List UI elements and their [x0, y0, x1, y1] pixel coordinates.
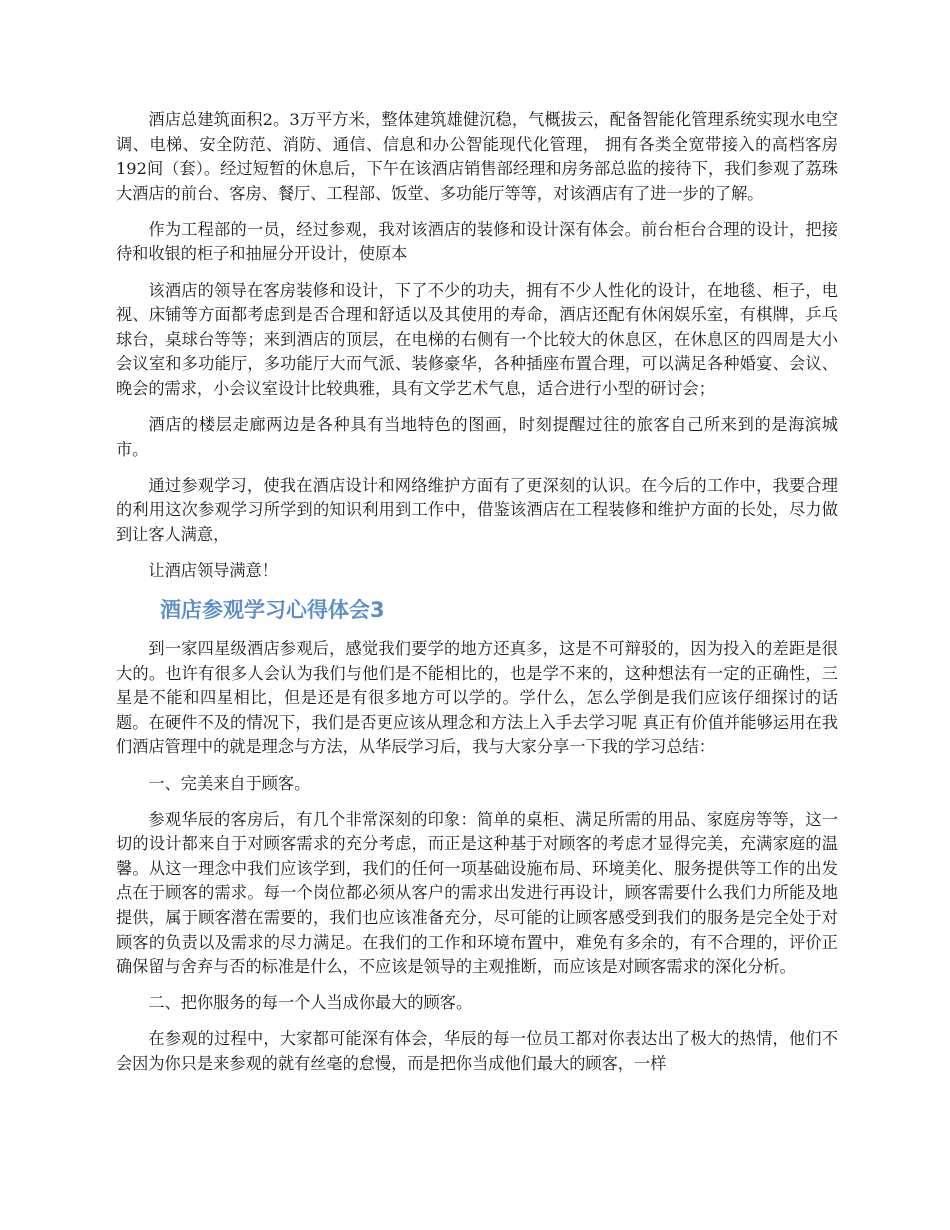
- paragraph-learning-summary: 通过参观学习，使我在酒店设计和网络维护方面有了更深刻的认识。在今后的工作中，我要合理的利用这次参观学习所学到的知识利用到工作中，借鉴该酒店在工程装修和维护方面的长处，尽力做到让客人满意，: [116, 475, 838, 544]
- paragraph-room-design: 该酒店的领导在客房装修和设计，下了不少的功夫，拥有不少人性化的设计，在地毯、柜子，电视、床铺等方面都考虑到是否合理和舒适以及其使用的寿命，酒店还配有休闲娱乐室，有棋牌，乒乓球台，桌球台等等；来到酒店的顶层，在电梯的右侧有一个比较大的休息区，在休息区的四周是大小会议室和多功能厅，多功能厅大而气派、装修豪华，各种插座布置合理，可以满足各种婚宴、会议、晚会的需求，小会议室设计比较典雅，具有文学艺术气息，适合进行小型的研讨会；: [116, 280, 838, 398]
- paragraph-building-overview: 酒店总建筑面积2。3万平方米，整体建筑雄健沉稳，气概拔云，配备智能化管理系统实现水电空调、电梯、安全防范、消防、通信、信息和办公智能现代化管理， 拥有各类全宽带接入的高档客房192间（套）。经过短暂的休息后，下午在该酒店销售部经理和房务部总监的接待下，我们参观了荔珠大酒店的前台、客房、餐厅、工程部、饭堂、多功能厅等等，对该酒店有了进一步的了解。: [116, 110, 838, 203]
- paragraph-point-two-body: 在参观的过程中，大家都可能深有体会，华辰的每一位员工都对你表达出了极大的热情，他们不会因为你只是来参观的就有丝毫的怠慢，而是把你当成他们最大的顾客，一样: [116, 1029, 838, 1073]
- paragraph-point-one-body: 参观华辰的客房后，有几个非常深刻的印象：简单的桌柜、满足所需的用品、家庭房等等，这一切的设计都来自于对顾客需求的充分考虑，而正是这种基于对顾客的考虑才显得完美，充满家庭的温馨。从这一理念中我们应该学到，我们的任何一项基础设施布局、环境美化、服务提供等工作的出发点在于顾客的需求。每一个岗位都必须从客户的需求出发进行再设计，顾客需要什么我们力所能及地提供，属于顾客潜在需要的，我们也应该准备充分，尽可能的让顾客感受到我们的服务是完全处于对顾客的负责以及需求的尽力满足。在我们的工作和环境布置中，难免有多余的，有不合理的，评价正确保留与舍弃与否的标准是什么，不应该是领导的主观推断，而应该是对顾客需求的深化分析。: [116, 809, 838, 977]
- paragraph-engineering-impression: 作为工程部的一员，经过参观，我对该酒店的装修和设计深有体会。前台柜台合理的设计，把接待和收银的柜子和抽屉分开设计，使原本: [116, 219, 838, 264]
- paragraph-point-two-title: 二、把你服务的每一个人当成你最大的顾客。: [148, 993, 473, 1013]
- document-page: [116, 108, 838, 1088]
- paragraph-corridor-art: 酒店的楼层走廊两边是各种具有当地特色的图画，时刻提醒过往的旅客自己所来到的是海滨城市。: [116, 415, 838, 459]
- paragraph-leader-satisfaction: 让酒店领导满意！: [148, 561, 278, 580]
- paragraph-four-star-visit: 到一家四星级酒店参观后，感觉我们要学的地方还真多，这是不可辩驳的，因为投入的差距是很大的。也许有很多人会认为我们与他们是不能相比的，也是学不来的，这种想法有一定的正确性，三星是不能和四星相比，但是还是有很多地方可以学的。学什么，怎么学倒是我们应该仔细探讨的话题。在硬件不及的情况下，我们是否更应该从理念和方法上入手去学习呢 真正有价值并能够运用在我们酒店管理中的就是理念与方法，从华辰学习后，我与大家分享一下我的学习总结：: [116, 639, 838, 757]
- section-heading: 酒店参观学习心得体会3: [160, 598, 385, 623]
- paragraph-point-one-title: 一、完美来自于顾客。: [148, 773, 311, 793]
